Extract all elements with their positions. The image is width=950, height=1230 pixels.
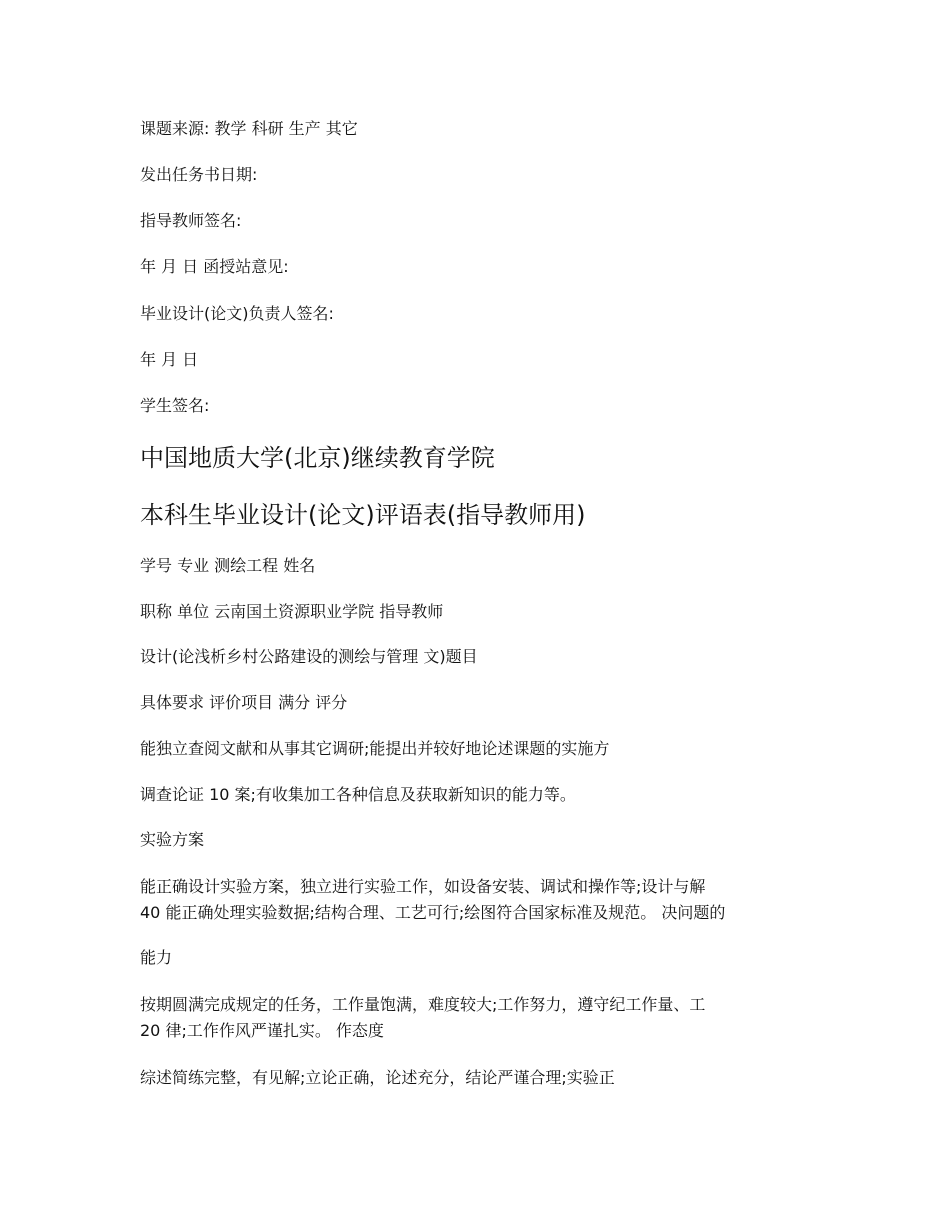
supervisor-info-row: 职称 单位 云南国土资源职业学院 指导教师 (140, 602, 444, 621)
experiment-criterion-line-1: 能正确设计实验方案，独立进行实验工作，如设备安装、调试和操作等;设计与解 (140, 877, 706, 896)
institution-title: 中国地质大学(北京)继续教育学院 (140, 444, 495, 472)
research-criterion-line-2: 调查论证 10 案;有收集加工各种信息及获取新知识的能力等。 (140, 785, 576, 804)
student-signature-line: 学生签名: (140, 396, 210, 415)
experiment-plan-label: 实验方案 (140, 830, 205, 849)
experiment-criterion-line-3: 能力 (140, 948, 173, 967)
form-title: 本科生毕业设计(论文)评语表(指导教师用) (140, 501, 586, 529)
attitude-criterion-line-1: 按期圆满完成规定的任务，工作量饱满，难度较大;工作努力，遵守纪工作量、工 (140, 995, 706, 1014)
date-line: 年 月 日 (140, 350, 199, 369)
issue-date-line: 发出任务书日期: (140, 165, 258, 184)
attitude-criterion-line-2: 20 律;工作作风严谨扎实。 作态度 (140, 1021, 384, 1040)
topic-source-line: 课题来源: 教学 科研 生产 其它 (140, 119, 358, 138)
date-station-opinion-line: 年 月 日 函授站意见: (140, 257, 289, 276)
research-criterion-line-1: 能独立查阅文献和从事其它调研;能提出并较好地论述课题的实施方 (140, 739, 610, 758)
experiment-criterion-line-2: 40 能正确处理实验数据;结构合理、工艺可行;绘图符合国家标准及规范。 决问题的 (140, 903, 726, 922)
student-info-row: 学号 专业 测绘工程 姓名 (140, 556, 316, 575)
summary-criterion-line-1: 综述简练完整，有见解;立论正确，论述充分，结论严谨合理;实验正 (140, 1068, 615, 1087)
officer-signature-line: 毕业设计(论文)负责人签名: (140, 304, 334, 323)
topic-row: 设计(论浅析乡村公路建设的测绘与管理 文)题目 (140, 647, 478, 666)
evaluation-table-header: 具体要求 评价项目 满分 评分 (140, 693, 348, 712)
supervisor-signature-line: 指导教师签名: (140, 211, 242, 230)
